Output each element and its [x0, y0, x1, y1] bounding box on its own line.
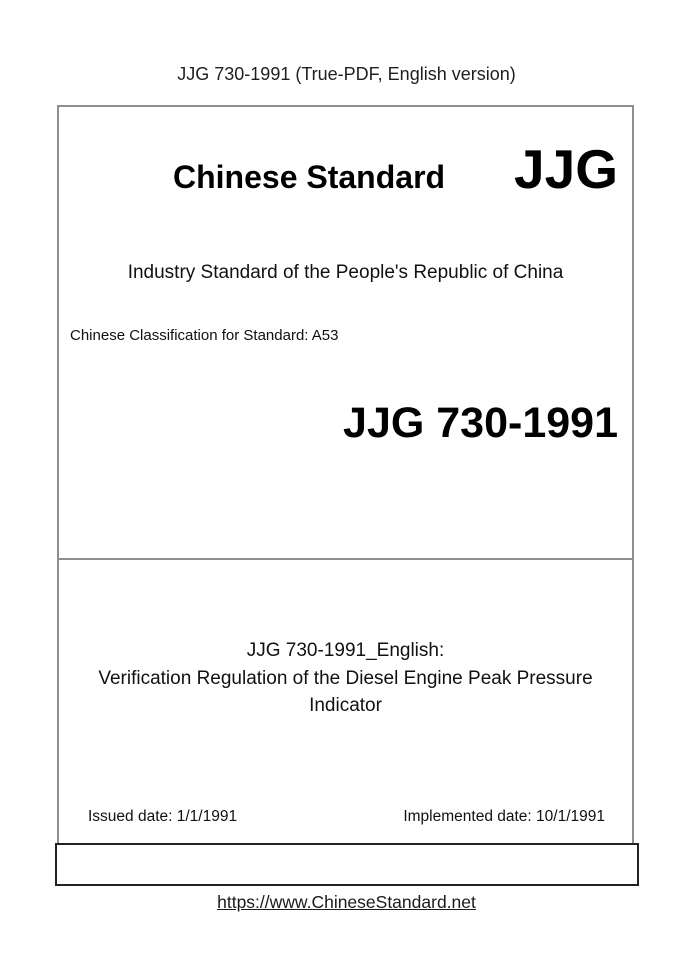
classification-text: Chinese Classification for Standard: A53 — [70, 327, 339, 344]
document-title-line-3: Indicator — [309, 695, 382, 716]
issued-date: Issued date: 1/1/1991 — [88, 808, 238, 825]
brand-title: Chinese Standard — [173, 159, 446, 195]
cover-top-section — [59, 107, 632, 560]
document-title-line-1: JJG 730-1991_English: — [246, 640, 445, 661]
cover-title-section — [59, 560, 632, 843]
document-title — [59, 637, 632, 720]
implemented-date: Implemented date: 10/1/1991 — [403, 808, 605, 825]
cover-box — [57, 105, 634, 843]
footer-link[interactable]: https://www.ChineseStandard.net — [217, 892, 476, 912]
brand-code: JJG — [514, 138, 618, 200]
dates-row — [88, 807, 605, 826]
footer-link-wrapper — [0, 891, 693, 913]
industry-standard-subtitle: Industry Standard of the People's Republic of China — [127, 262, 564, 283]
bottom-info-box — [55, 843, 639, 886]
document-title-line-2: Verification Regulation of the Diesel Engine Peak Pressure — [98, 667, 593, 689]
standard-number: JJG 730-1991 — [343, 399, 618, 447]
page-header-title: JJG 730-1991 (True-PDF, English version) — [177, 64, 516, 84]
